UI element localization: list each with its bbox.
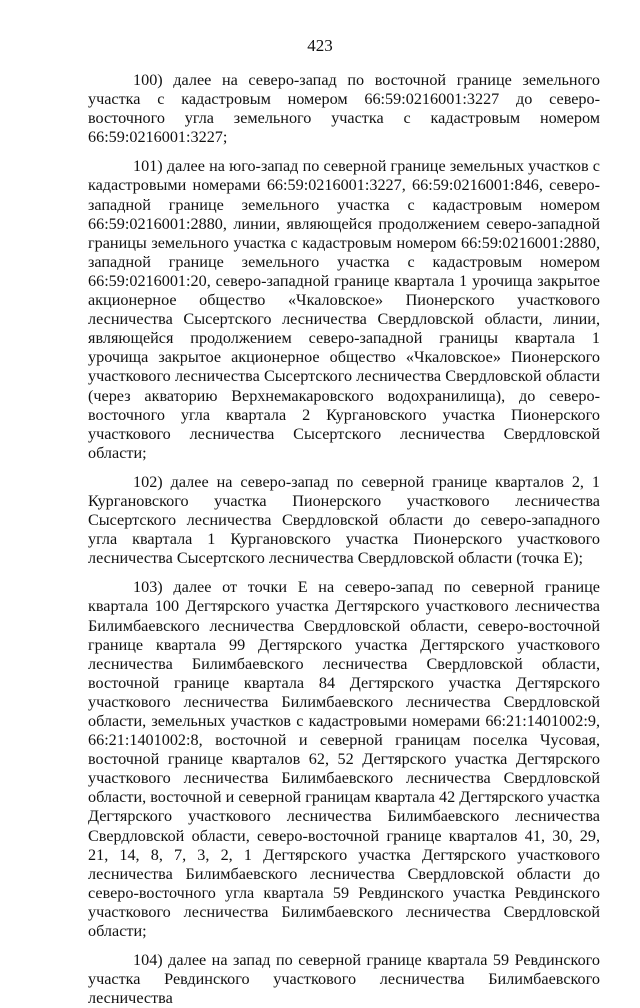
paragraph-100: 100) далее на северо-запад по восточной границе земельного участка с кадастровым номером 66:59:0216001:3227 до северо-восточного угла земельного участка с кадастровым номером 66:59:0216001:3227; [88, 71, 600, 147]
document-body [88, 71, 600, 1008]
paragraph-104: 104) далее на запад по северной границе квартала 59 Ревдинского участка Ревдинского участкового лесничества Билимбаевского лесничества [88, 951, 600, 1008]
page-number: 423 [307, 36, 333, 55]
paragraph-102: 102) далее на северо-запад по северной границе кварталов 2, 1 Кургановского участка Пионерского участкового лесничества Сысертского лесничества Свердловской области до северо-западного угла квартала 1 Кургановского участка Пионерского участкового лесничества Сысертского лесничества Свердловской области (точка Е); [88, 472, 600, 568]
paragraph-103: 103) далее от точки Е на северо-запад по северной границе квартала 100 Дегтярского участка Дегтярского участкового лесничества Билимбаевского лесничества Свердловской области, северо-восточной границе квартала 99 Дегтярского участка Дегтярского участкового лесничества Билимбаевского лесничества Свердловской области, восточной границе квартала 84 Дегтярского участка Дегтярского участкового лесничества Билимбаевского лесничества Свердловской области, земельных участков с кадастровыми номерами 66:21:1401002:9, 66:21:1401002:8, восточной и северной границам поселка Чусовая, восточной границе кварталов 62, 52 Дегтярского участка Дегтярского участкового лесничества Билимбаевского лесничества Свердловской области, восточной и северной границам квартала 42 Дегтярского участка Дегтярского участкового лесничества Билимбаевского лесничества Свердловской области, северо-восточной границе кварталов 41, 30, 29, 21, 14, 8, 7, 3, 2, 1 Дегтярского участка Дегтярского участкового лесничества Билимбаевского лесничества Свердловской области до северо-восточного угла квартала 59 Ревдинского участка Ревдинского участкового лесничества Билимбаевского лесничества Свердловской области; [88, 578, 600, 941]
paragraph-101: 101) далее на юго-запад по северной границе земельных участков с кадастровыми номерами 66:59:0216001:3227, 66:59:0216001:846, северо-западной границе земельного участка с кадастровым номером 66:59:0216001:2880, линии, являющейся продолжением северо-западной границы земельного участка с кадастровым номером 66:59:0216001:2880, западной границе земельного участка с кадастровым номером 66:59:0216001:20, северо-западной границе квартала 1 урочища закрытое акционерное общество «Чкаловское» Пионерского участкового лесничества Сысертского лесничества Свердловской области, линии, являющейся продолжением северо-западной границы квартала 1 урочища закрытое акционерное общество «Чкаловское» Пионерского участкового лесничества Сысертского лесничества Свердловской области (через акваторию Верхнемакаровского водохранилища), до северо-восточного угла квартала 2 Кургановского участка Пионерского участкового лесничества Сысертского лесничества Свердловской области; [88, 157, 600, 462]
